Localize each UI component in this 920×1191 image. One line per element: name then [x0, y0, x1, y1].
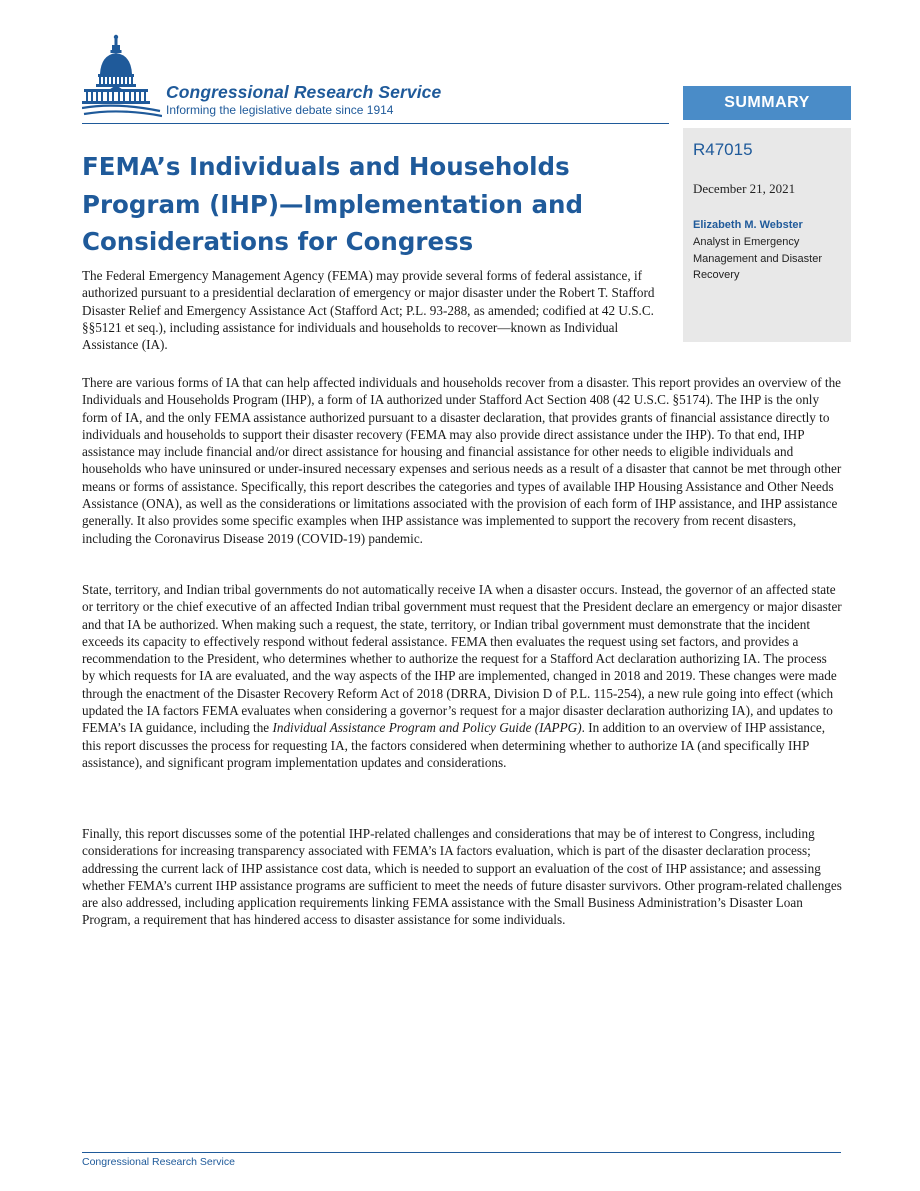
org-tagline: Informing the legislative debate since 1914	[166, 103, 394, 117]
author-name[interactable]: Elizabeth M. Webster	[693, 219, 803, 231]
body-paragraph-2	[82, 581, 842, 771]
report-number: R47015	[693, 140, 753, 159]
report-info-sidebar	[683, 128, 851, 342]
crs-logo[interactable]	[82, 34, 482, 126]
paragraph-text: . In addition to an overview of IHP assistance, this report discusses the process for requesting IA, the factors considered when determining whether to authorize IA (and specifically IHP assistance), and significant program implementation updates and considerations.	[82, 720, 826, 770]
header-divider	[82, 123, 669, 124]
footer-text: Congressional Research Service	[82, 1156, 235, 1168]
intro-paragraph: The Federal Emergency Management Agency (FEMA) may provide several forms of federal assistance, if authorized pursuant to a presidential declaration of emergency or major disaster under the Robert T. Stafford Disaster Relief and Emergency Assistance Act (Stafford Act; P.L. 93-288, as amended; codified at 42 U.S.C. §§5121 et seq.), including assistance for individuals and households to recover—known as Individual Assistance (IA).	[82, 268, 655, 353]
body-paragraph-1: There are various forms of IA that can help affected individuals and households recover from a disaster. This report provides an overview of the Individuals and Households Program (IHP), a form of IA authorized under Stafford Act Section 408 (42 U.S.C. §5174). The IHP is the only form of IA, and the only FEMA assistance authorized pursuant to a disaster declaration, that provides grants of financial assistance directly to individuals and households to support their disaster recovery (FEMA may also provide direct assistance under the IHP). To that end, IHP assistance may include financial and/or direct assistance for housing and financial assistance for other needs to eligible individuals and households who have uninsured or under-insured necessary expenses and serious needs as a result of a disaster that cannot be met through other means or forms of assistance. Specifically, this report describes the categories and types of available IHP Housing Assistance and Other Needs Assistance (ONA), as well as the considerations or limitations associated with the provision of each form of IHP assistance, and IHP assistance generally. It also provides some specific examples when IHP assistance was implemented to support the recovery from recent disasters, including the Coronavirus Disease 2019 (COVID-19) pandemic.	[82, 375, 842, 546]
capitol-dome-icon	[82, 34, 162, 122]
org-name: Congressional Research Service	[166, 82, 442, 102]
guide-title-link: Individual Assistance Program and Policy Guide (IAPPG)	[272, 720, 582, 736]
body-paragraph-3: Finally, this report discusses some of the potential IHP-related challenges and considerations that may be of interest to Congress, including considerations for increasing transparency associated with FEMA’s IA factors evaluation, which is part of the disaster declaration process; addressing the current lack of IHP assistance cost data, which is needed to support an evaluation of the cost of IHP assistance; and assessing whether FEMA’s current IHP assistance programs are sufficient to meet the needs of future disaster survivors. Other program-related challenges are also addressed, including application requirements linking FEMA assistance with the Small Business Administration’s Disaster Loan Program, a requirement that has hindered access to disaster assistance for some individuals.	[82, 826, 842, 928]
footer-divider	[82, 1152, 841, 1153]
report-title: FEMA’s Individuals and Households Program (IHP)—Implementation and Considerations for Congress	[82, 152, 584, 256]
report-date: December 21, 2021	[693, 181, 796, 196]
author-title: Analyst in Emergency Management and Disaster Recovery	[693, 236, 823, 281]
summary-label: SUMMARY	[683, 86, 851, 120]
paragraph-text: State, territory, and Indian tribal governments do not automatically receive IA when a disaster occurs. Instead, the governor of an affected state or territory or the chief executive of an affected Indian tribal government must request that the President declare an emergency or major disaster and that IA be authorized. When making such a request, the state, territory, or Indian tribal government must demonstrate that the incident exceeds its capacity to effectively respond without federal assistance. FEMA then evaluates the request using set factors, and provides a recommendation to the President, who determines whether to authorize the request for a Stafford Act declaration authorizing IA. The process by which requests for IA are evaluated, and the way aspects of the IHP are implemented, changed in 2018 and 2019. These changes were made through the enactment of the Disaster Recovery Reform Act of 2018 (DRRA, Division D of P.L. 115-254), a new rule going into effect (which updated the IA factors FEMA evaluates when considering a governor’s request for a major disaster declaration authorizing IA), and updates to FEMA’s IA guidance, including the	[82, 582, 842, 736]
